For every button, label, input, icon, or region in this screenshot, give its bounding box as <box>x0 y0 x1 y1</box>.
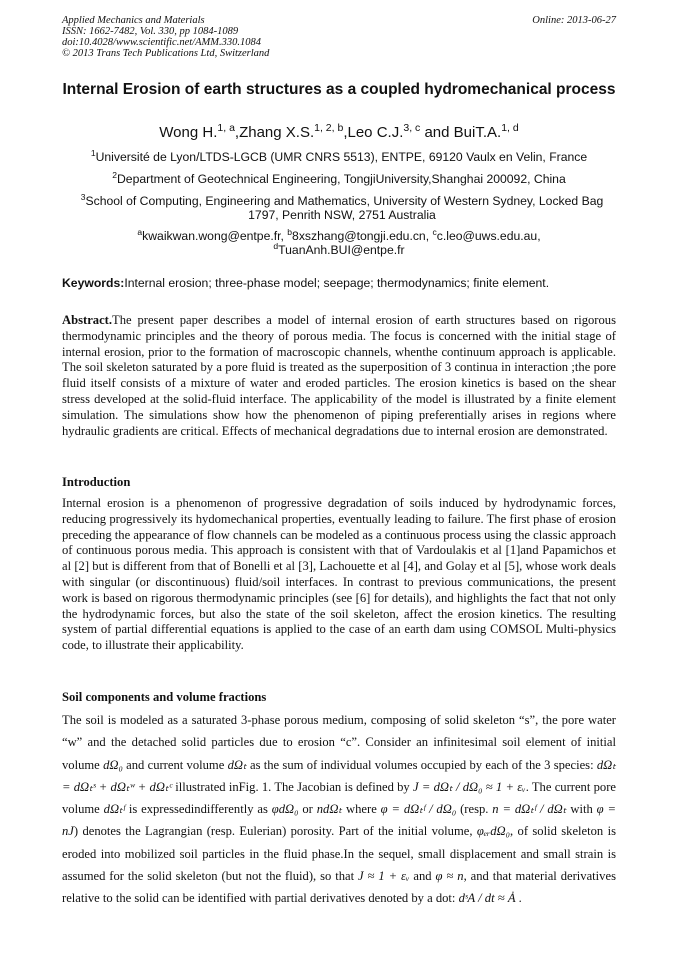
doi-line: doi:10.4028/www.scientific.net/AMM.330.1084 <box>62 37 261 48</box>
affiliation-sup: 2 <box>112 169 117 180</box>
introduction-text: Internal erosion is a phenomenon of progressive degradation of soils induced by hydrodynamic forces, reducing progressively its hydomechanical properties, eventually leading to failure. The first phase of erosion preceding the appearance of flow channels can be modeled as a continuous process using the classic approach of continuous porous media. This approach is consistent with that of Vardoulakis et al [1]and Papamichos et al [2] but is different from that of Bonelli et al [3], Lachouette et al [4], and Golay et al [5], whose work deals with singular (or discontinuous) fluid/soil interfaces. In contrast to previous communications, the present work is based on rigorous thermodynamic principles (see [6] for details), and highlights the fact that not only the hydrodynamic forces, but also the state of the soil skeleton, affect the erosion kinetics. The resulting system of partial differential equations is applied to the case of an earth dam using COMSOL Multi-physics code, to illustrate their applicability. <box>62 496 616 653</box>
email-lines <box>62 226 616 257</box>
author-sup: 1, a <box>217 122 235 134</box>
math-inline: J = dΩₜ / dΩ₀ ≈ 1 + εᵥ <box>412 779 526 794</box>
math-inline: φ = dΩₜᶠ / dΩ₀ <box>380 802 457 817</box>
journal-name: Applied Mechanics and Materials <box>62 15 205 26</box>
email-address[interactable]: TuanAnh.BUI@entpe.fr <box>278 243 405 257</box>
keywords-text: Internal erosion; three-phase model; seepage; thermodynamics; finite element. <box>124 276 550 290</box>
math-inline: J ≈ 1 + εᵥ <box>358 869 410 884</box>
affiliation-2 <box>62 169 616 186</box>
math-inline: φ = nJ <box>62 802 616 839</box>
section-heading-soil-components: Soil components and volume fractions <box>62 690 267 704</box>
math-inline: φ ≈ n <box>435 869 464 884</box>
affiliation-1 <box>62 147 616 164</box>
email-sup: d <box>273 240 279 251</box>
text-run: . <box>515 891 522 906</box>
online-date: Online: 2013-06-27 <box>532 15 616 26</box>
author-name: ,Leo C.J. <box>343 124 404 141</box>
soil-components-text <box>62 709 616 910</box>
text-run: . The current pore volume <box>62 779 616 817</box>
text-run: and <box>413 869 436 884</box>
author-sup: 3, c <box>403 122 421 134</box>
text-run: , of solid skeleton is eroded into mobilized soil particles in the fluid phase.In the sequel, small displacement and small strain is assumed for the solid skeleton (but not the fluid), so that <box>62 824 616 884</box>
email-address[interactable]: 8xszhang@tongji.edu.cn, <box>292 229 433 243</box>
text-run: ) denotes the Lagrangian (resp. Eulerian) porosity. Part of the initial volume, <box>73 824 477 839</box>
author-name: and BuiT.A. <box>424 124 502 141</box>
author-name: Wong H. <box>159 124 218 141</box>
email-sup: c <box>432 226 437 237</box>
math-inline: dΩ₀ <box>103 757 123 772</box>
paper-title: Internal Erosion of earth structures as a coupled hydromechanical process <box>62 81 616 98</box>
math-inline: φₑᵣdΩ₀ <box>476 824 511 839</box>
journal-header <box>62 15 616 59</box>
affiliation-text: School of Computing, Engineering and Mathematics, University of Western Sydney, Locked Bag 1797, Penrith NSW, 2751 Australia <box>85 194 604 222</box>
text-run: and current volume <box>126 757 228 772</box>
copyright-line: © 2013 Trans Tech Publications Ltd, Switzerland <box>62 48 270 59</box>
math-inline: n = dΩₜᶠ / dΩₜ <box>492 802 567 817</box>
math-inline: dˢA / dt ≈ Ȧ <box>458 891 516 906</box>
text-run: illustrated inFig. 1. The Jacobian is defined by <box>171 779 413 794</box>
text-run: or <box>298 802 317 817</box>
affiliation-sup: 3 <box>80 191 86 202</box>
keywords-label: Keywords: <box>62 276 125 290</box>
text-run: is expressedindifferently as <box>124 802 272 817</box>
section-heading-introduction: Introduction <box>62 475 131 489</box>
text-run: with <box>566 802 597 817</box>
issn-line: ISSN: 1662-7482, Vol. 330, pp 1084-1089 <box>62 26 239 37</box>
text-run: as the sum of individual volumes occupied by each of the 3 species: <box>246 757 597 772</box>
email-sup: b <box>287 226 293 237</box>
math-inline: ndΩₜ <box>316 802 343 817</box>
math-inline: dΩₜ <box>227 757 247 772</box>
math-inline: φdΩ₀ <box>271 802 299 817</box>
author-sup: 1, d <box>501 122 519 134</box>
affiliation-text: Université de Lyon/LTDS-LGCB (UMR CNRS 5513), ENTPE, 69120 Vaulx en Velin, France <box>95 150 588 164</box>
text-run: (resp. <box>456 802 493 817</box>
author-name: ,Zhang X.S. <box>234 124 315 141</box>
affiliation-sup: 1 <box>90 147 96 158</box>
math-inline: dΩₜᶠ <box>103 802 125 817</box>
email-sup: a <box>137 226 143 237</box>
abstract-label: Abstract. <box>62 313 113 327</box>
affiliation-3 <box>72 191 612 222</box>
math-inline: dΩₜ = dΩₜˢ + dΩₜʷ + dΩₜᶜ <box>62 757 616 794</box>
text-run: , and that material derivatives relative to the solid can be identified with partial derivatives denoted by a dot: <box>62 869 616 906</box>
email-address[interactable]: kwaikwan.wong@entpe.fr, <box>142 229 288 243</box>
affiliation-text: Department of Geotechnical Engineering, TongjiUniversity,Shanghai 200092, China <box>117 172 566 186</box>
text-run: The soil is modeled as a saturated 3-phase porous medium, composing of solid skeleton “s”, the pore water “w” and the detached solid particles due to erosion “c”. Consider an infinitesimal soil element of initial volume <box>62 713 616 772</box>
email-address[interactable]: c.leo@uws.edu.au, <box>436 229 541 243</box>
abstract <box>62 313 616 439</box>
author-sup: 1, 2, b <box>314 122 344 134</box>
abstract-text: The present paper describes a model of internal erosion of earth structures based on rigorous thermodynamic principles and the theory of porous media. The focus is concerned with the initial stage of internal erosion, prior to the formation of macroscopic channels, whenthe continuum approach is applicable. The soil skeleton saturated by a pore fluid is treated as the superposition of 3 continua in interaction ;the pore fluid itself consists of a mixture of water and eroded particles. The erosion kinetics is based on the shear stress developed at the solid-fluid interface. The applicability of the model is illustrated by a finite element simulation. The simulations show how the phenomenon of piping preferentially arises in regions where hydraulic gradients are critical. Effects of mechanical degradations due to internal erosion are demonstrated. <box>62 313 616 438</box>
text-run: where <box>342 802 381 817</box>
author-line <box>62 124 616 142</box>
keywords <box>62 276 616 290</box>
